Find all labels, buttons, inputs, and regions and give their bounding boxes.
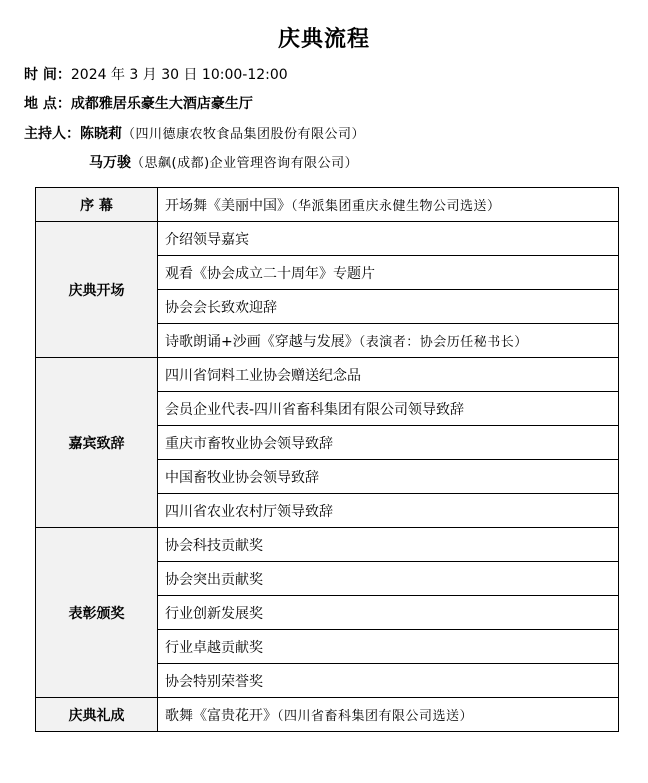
program-item [158,256,619,290]
program-item [158,222,619,256]
program-item-text: 协会科技贡献奖 [165,537,263,554]
program-item [158,324,619,358]
program-table-body [36,188,619,732]
program-item [158,494,619,528]
program-item-text: 歌舞《富贵花开》 [165,707,277,724]
program-item-text: 协会特别荣誉奖 [165,673,263,690]
program-row [36,358,619,392]
time-label: 时 间： [24,67,71,83]
section-name: 庆典开场 [36,222,158,358]
program-row [36,528,619,562]
page-title: 庆典流程 [277,27,370,52]
time-value: 2024 年 3 月 30 日 10:00-12:00 [70,67,288,83]
program-item-text: 协会会长致欢迎辞 [165,299,277,316]
event-place [24,94,253,114]
program-row [36,698,619,732]
program-item-text: 诗歌朗诵+沙画《穿越与发展》 [165,333,359,350]
program-row [36,188,619,222]
program-item-text: 开场舞《美丽中国》 [165,197,291,214]
program-item [158,664,619,698]
program-item-text: 中国畜牧业协会领导致辞 [165,469,319,486]
section-name: 庆典礼成 [36,698,158,732]
program-item [158,562,619,596]
event-time [24,65,288,85]
program-item [158,528,619,562]
program-item-text: 四川省农业农村厅领导致辞 [165,503,333,520]
program-item-text: 会员企业代表-四川省畜科集团有限公司领导致辞 [165,401,465,418]
host-2-org: （思飙(成都)企业管理咨询有限公司） [131,156,359,171]
event-host-2 [89,153,358,174]
program-item [158,188,619,222]
program-item-note: （华派集团重庆永健生物公司选送） [291,198,501,214]
program-item-text: 四川省饲料工业协会赠送纪念品 [165,367,361,384]
section-name: 嘉宾致辞 [36,358,158,528]
program-item-text: 行业创新发展奖 [165,605,263,622]
event-host-1 [24,124,365,145]
program-item-text: 协会突出贡献奖 [165,571,263,588]
program-item-note: （四川省畜科集团有限公司选送） [277,708,474,724]
host-label: 主持人： [24,126,80,142]
program-item-text: 介绍领导嘉宾 [165,231,249,248]
section-name: 序 幕 [36,188,158,222]
host-1-org: （四川德康农牧食品集团股份有限公司） [122,127,366,142]
program-item [158,290,619,324]
host-2-name: 马万骏 [89,155,131,171]
program-item [158,460,619,494]
program-item-text: 行业卓越贡献奖 [165,639,263,656]
program-item [158,698,619,732]
program-item [158,426,619,460]
program-table [35,187,619,732]
host-1-name: 陈晓莉 [80,126,122,142]
program-item [158,596,619,630]
program-item-text: 重庆市畜牧业协会领导致辞 [165,435,333,452]
place-value: 成都雅居乐豪生大酒店豪生厅 [70,96,253,112]
program-item [158,392,619,426]
place-label: 地 点： [24,96,71,112]
program-item [158,358,619,392]
program-row [36,222,619,256]
program-item-note: （表演者：协会历任秘书长） [358,334,528,350]
section-name: 表彰颁奖 [36,528,158,698]
program-item [158,630,619,664]
program-item-text: 观看《协会成立二十周年》专题片 [165,265,375,282]
